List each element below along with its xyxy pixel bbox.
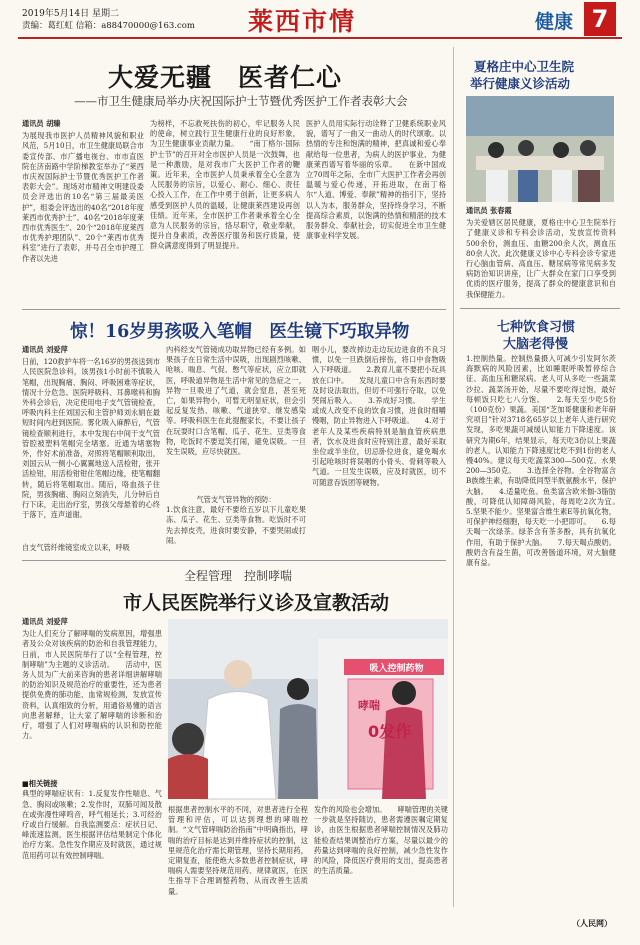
story1-text-1: 为展现我市医护人员精神风貌和职业风范，5月10日，市卫生健康局联合市委宣传部、市广播电视台、市市直医院在济南路中学阶梯教室举办了“莱西市庆祝国际护士节暨优秀医护工作者表彰大会”。现场对市精神文明建设委员会评选出的10名“第三届最美医护”，组委会评选出的40名“2018年度莱西市优秀护士”、40名“2018年度莱西市优秀医生”、20个“2018年度莱西市优秀护理团队”、20个“莱西市优秀科室”进行了表彰，并号召全市护理工作者以先进 (22, 131, 144, 263)
story3-text-2: 根据患者控制水平的不同，对患者进行全程管理和评估，可以达到理想的哮喘控制。“文气管哮喘防治指南”中明确指出，哮喘的治疗目标是达到并维持症状的控制，这里规范化治疗需长期管理，坚持长期用药，定期复查，能使绝大多数患者控制症状，哮喘病人需要坚持规范用药、规律就医，在医生指导下合理调整药物，从而改善生活质量。 (168, 805, 308, 896)
header-rule (18, 37, 622, 39)
story2-headline: 惊！16岁男孩吸入笔帽 医生镜下巧取异物 (70, 322, 410, 342)
story3-headline: 市人民医院举行义诊及宣教活动 (123, 592, 390, 614)
story2-subhead: 气管支气管异物的预防： (196, 495, 276, 504)
story2-text-1: 日前，120救护车将一名16岁的男孩送到市人民医院急诊科，该男孩1小时前不慎吸入笔帽，出现胸痛、胸闷、呼吸困难等症状，情况十分危急。医院呼吸科、耳鼻喉科和胸外科会诊后，决定使用电子支气管镜检查，呼吸内科主任刘国云和主管护师刘永娟在最短时间内赶到医院。雾化吸入麻醉后，气管镜检查顺利进行，本中发现右中间干支气管管腔被塑料笔帽完全堵塞。近通为堵塞物外，作好术前准备，对照将笔帽顺利取出，刘国云从一侧小心翼翼地送入活检钳，张开活检钳，用活检钳钳住笔帽边缘，使笔帽翻转，随后将笔帽取出。随后，咯血孩子住院，男孩胸痛、胸闷立刻消失，儿分钟后自行下床，走出治疗室，男孩父母悬着的心终于落下，连声道谢。 (22, 357, 160, 520)
editor-line: 责编：葛红虹 信箱：a88470000@163.com (22, 21, 195, 31)
story3-text-1b: 典型的哮喘症状有：1.反复发作性喘息、气急、胸闷或咳嗽；2.发作时，双肺可闻及散在或弥漫性哮鸣音，呼气相延长；3.可经治疗或自行缓解。自我监测要点：症状日记、峰流速监测，医生根据评估结果制定个体化治疗方案。急性发作期应及时就医，通过规范用药可以有效控制哮喘。 (22, 789, 162, 860)
story1-headline: 大爱无疆 医者仁心 (108, 63, 343, 92)
clinic-photo (466, 96, 614, 202)
story1-text-2: 为榜样，不忘救死扶伤的初心，牢记服务人民的使命，树立践行卫生健康行业的良好形象，为卫生健康事业贡献力量。 “南丁格尔·国际护士节”的召开对全市医护人员是一次鼓舞，也是一种激励，是对我市广大医护工作者的鞭策。近年来，全市医护人员秉承着全心全意为人民服务的宗旨，以爱心、耐心、细心、责任心投入工作，在工作中勇于创新，让更多病人感受到医护人员的温暖，让健康莱西建设再创佳绩。近年来，全市医护工作者秉承着全心全意为人民服务的宗旨，恪尽职守，敬业奉献，提升自身素质，改善医疗服务和医疗质量，使群众满意度得到了明显提升。 (150, 119, 300, 251)
clinic-photo-graphic (466, 96, 614, 202)
story3-column-2 (168, 805, 308, 937)
story2-text-2: 内科经支气管镜成功取异物已经有多例。如果孩子在日常生活中误吸，出现剧烈咳嗽、呛咳、喘息、气促、憋气等症状，应立即就医，呼吸道异物是生活中常见的急症之一，异物一旦吸进了气道，就会窒息，甚至死亡，如果异物小，可暂无明显症状，但会引起反复发热、咳嗽、气道狭窄、继发感染等。呼吸科医生在此提醒家长，不要让孩子在玩耍时口含笔帽、瓜子、花生、豆类等食物，吃饭时不要逗笑打闹，避免误吸。一旦发生误吸，应尽快就医。 (166, 345, 306, 457)
divider (22, 309, 446, 310)
story3-column-1 (22, 617, 162, 935)
newspaper-logo: 莱西市情 (248, 7, 357, 36)
story2-text-2c: 1.饮食注意，最好不要给五岁以下儿童吃果冻、瓜子、花生、豆类等食物。吃饭时不可先去掉皮壳，进食时要安静，不要哭闹或打闹。 (166, 505, 306, 545)
sign-caption: 哮喘 (358, 699, 380, 712)
right2-text-block (466, 354, 631, 914)
story2-text-3: 咽小儿，要改掉边走边玩边进食的不良习惯，以免一旦跌倒后摔伤，将口中食物吸入下呼吸道。 2.教育儿童不要把小玩具放在口中。 发现儿童口中含有东西时要及时设法取出，但切不可强行夺取，以免哭闹后吸入。 3.养成好习惯。 学生或成人改变不良的饮食习惯，进食时细嚼慢咽，防止异物进入下呼吸道。 4.对于老年人及某些疾病特别是脑血管疾病患者，饮水及进食时应特别注意，最好采取坐位或半坐位，切忌卧位进食，避免喝水引起呛咳时将误咽的小骨头、骨刺等吸入气道。一旦发生误吸，应及时就医，切不可随意吞饭团等硬物。 (312, 345, 446, 487)
divider (460, 308, 620, 309)
page-number: 7 (584, 2, 616, 36)
story2-column-2 (166, 345, 306, 555)
story3-text-1: 为让人们充分了解哮喘的发病原因，增强患者及公众对该疾病的防治和自我管理能力，日前，市人民医院举行了以“全程管理，控制哮喘”为主题的义诊活动。 活动中，医务人员为广大前来咨询的患者详细讲解哮喘的防治知识及规范治疗的重要性，还为患者提供免费的肺功能、血常规检测，发放宣传资料，认真细致的分析，用通俗易懂的语言向患者解释，让大家了解哮喘的诊断和治疗，增强了人们对哮喘病的认识和防控能力。 (22, 629, 162, 741)
sign-headline: 0发作 (368, 722, 412, 741)
right1-byline: 通讯员 张春霞 (466, 206, 512, 215)
section-title: 健康 (535, 11, 574, 33)
story1-column-1 (22, 119, 144, 305)
story2-column-1 (22, 345, 160, 555)
event-photo (168, 619, 448, 799)
issue-date: 2019年5月14日 星期二 (22, 9, 119, 19)
event-photo-graphic (168, 619, 448, 799)
source-credit: （人民网） (572, 918, 612, 928)
story3-text-3: 发作的风险也会增加。 哮喘管理的关键一步就是坚持随访，患者需遵医嘱定期复诊，由医生根据患者哮喘控制情况及肺功能检查结果调整治疗方案，尽量以最少的药量达到哮喘的良好控制，减少急性发作的风险，降低医疗费用的支出，提高患者的生活质量。 (314, 805, 448, 876)
story1-subheadline: ——市卫生健康局举办庆祝国际护士节暨优秀医护工作者表彰大会 (74, 94, 408, 108)
right1-text: 为关爱辖区居民健康，夏格庄中心卫生院举行了健康义诊和专科会诊活动，发放宣传资料500余份，测血压、血糖200余人次，测血压80余人次。此次健康义诊中心专科会诊专家进行心脑血管病、高血压、糖尿病等常见病多发病防治知识讲座，让广大群众在家门口享受到优质的医疗服务，提高了群众的健康意识和自我保健能力。 (466, 218, 616, 299)
related-link-label: ■相关链接 (22, 779, 58, 789)
right1-headline-line2: 举行健康义诊活动 (470, 76, 571, 91)
right2-headline-line2: 大脑老得慢 (503, 337, 569, 352)
story1-column-3 (306, 119, 446, 305)
story1-byline: 通讯员 胡臻 (22, 119, 61, 128)
right2-headline-line1: 七种饮食习惯 (497, 320, 576, 335)
sign-banner: 吸入控制药物 (369, 664, 424, 674)
right2-text: 1.控制热量。控制热量摄入可减少引发阿尔茨海默病的风险因素，比如睡眠呼吸暂停综合征、高血压和糖尿病。老人可从多吃一些蔬菜沙拉、蔬菜汤开始，尽量不要吃得过饱，最好每顿饭只吃七八分饱。 2.每天至少吃5份（100克份）果蔬。美国“芝加哥健康和老年研究项目”针对3718名65岁以上老年人进行研究发现，多吃果蔬可减缓认知能力下降速度。该研究为期6年，结果显示，每天吃3份以上果蔬的老人，认知能力下降速度比吃不到1份的老人慢40%。建议每天吃蔬菜300—500克、水果200—350克。 3.选择全谷物。全谷物富含B族维生素，有助降低同型半胱氨酸水平，保护大脑。 4.适量吃鱼。鱼类富含欧米伽-3脂肪酸，可降低认知障碍风险，每周吃2次为宜。 5.坚果不能少。坚果富含维生素E等抗氧化物，可保护神经细胞，每天吃一小把即可。 6.每天喝一次绿茶。绿茶含有茶多酚，具有抗氧化作用，有助于保护大脑。 7.每天喝点酸奶。酸奶含有益生菌，可改善肠道环境，对大脑健康有益。 (466, 354, 631, 568)
story2-text-1b: 自支气管纤维镜室成立以来，呼吸 (22, 543, 130, 553)
story2-column-3 (312, 345, 446, 555)
column-divider (453, 47, 454, 907)
story3-column-3 (314, 805, 448, 937)
right1-text-block (466, 206, 616, 306)
story3-kicker: 全程管理 控制哮喘 (184, 569, 293, 583)
story1-column-2 (150, 119, 300, 305)
story2-byline: 通讯员 刘爱萍 (22, 345, 68, 354)
right1-headline-line1: 夏格庄中心卫生院 (474, 59, 575, 74)
story3-byline: 通讯员 刘爱萍 (22, 617, 68, 626)
story1-text-3: 医护人员用实际行动诠释了卫健系统职业风貌，谱写了一曲又一曲动人的时代颂歌。以热情的专注和饱满的精神，把真诚和爱心奉献给每一位患者，为病人的医护事业、为健康莱西谱写着华丽的乐章。 在新中国成立70周年之际，全市广大医护工作者会再创温暖与爱心传递，开拓进取，在南丁格尔“人道、博爱、奉献”精神的指引下，坚持以人为本，服务群众，坚持终身学习，不断提高综合素质，以饱满的热情和精湛的技术服务群众、奉献社会，切实促进全市卫生健康事业科学发展。 (306, 119, 446, 241)
divider (22, 560, 446, 561)
